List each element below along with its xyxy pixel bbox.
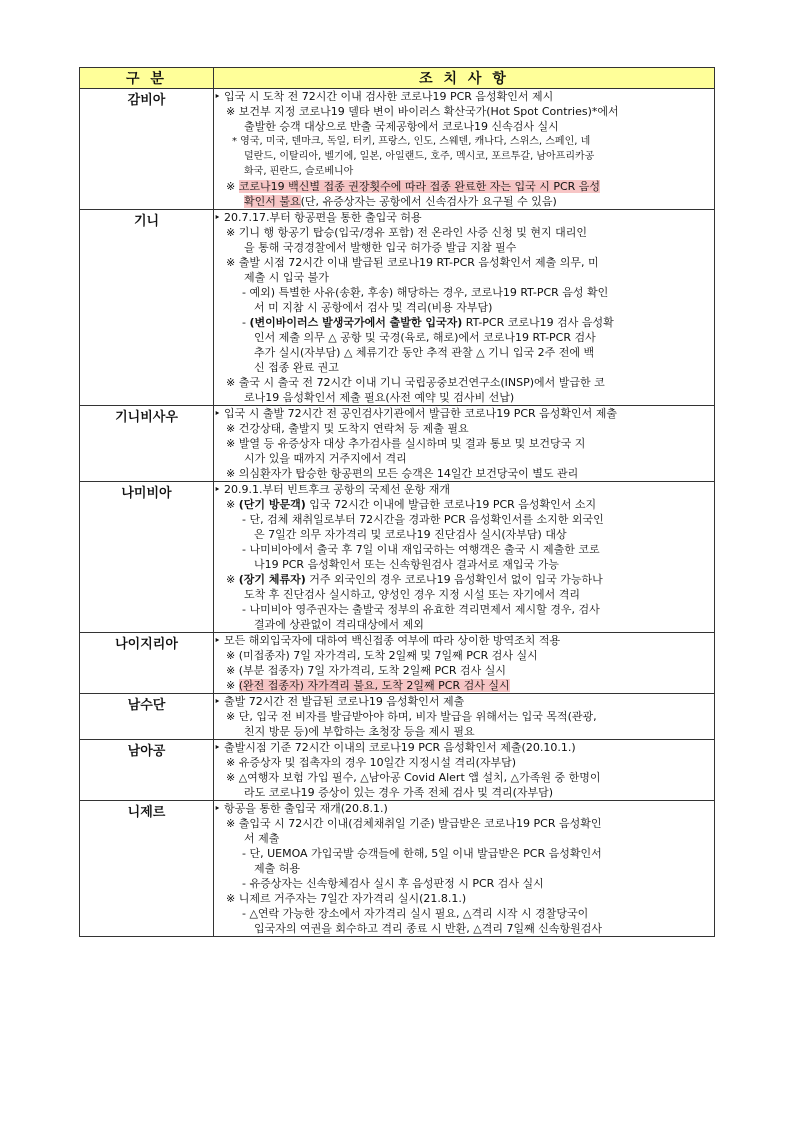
country-cell: 남수단 bbox=[80, 694, 214, 740]
measure-line: 로나19 음성확인서 제출 필요(사전 예약 및 검사비 선납) bbox=[244, 391, 515, 404]
measure-line: ※ 출발 시점 72시간 이내 발급된 코로나19 RT-PCR 음성확인서 제출 의무, 미 bbox=[226, 256, 599, 269]
measure-line: 인서 제출 의무 △ 공항 및 국경(육로, 해로)에서 코로나19 RT-PCR 검사 bbox=[254, 331, 596, 344]
measures-cell bbox=[214, 406, 715, 482]
country-cell: 기니 bbox=[80, 210, 214, 406]
measure-prefix: ※ bbox=[226, 498, 239, 511]
measure-line: ‣ 20.7.17.부터 항공편을 통한 출입국 허용 bbox=[214, 211, 422, 224]
country-cell: 기니비사우 bbox=[80, 406, 214, 482]
measure-line: 은 7일간 의무 자가격리 및 코로나19 진단검사 실시(자부담) 대상 bbox=[254, 528, 567, 541]
country-cell: 감비아 bbox=[80, 89, 214, 210]
country-cell: 나미비아 bbox=[80, 482, 214, 633]
measure-line: - 유증상자는 신속항체검사 실시 후 음성판정 시 PCR 검사 실시 bbox=[242, 877, 544, 890]
measure-rest: 거주 외국인의 경우 코로나19 음성확인서 없이 입국 가능하나 bbox=[305, 573, 603, 586]
measure-line: ‣ 출발 72시간 전 발급된 코로나19 음성확인서 제출 bbox=[214, 695, 465, 708]
measure-line: ※ (미접종자) 7일 자가격리, 도착 2일째 및 7일째 PCR 검사 실시 bbox=[226, 649, 538, 662]
measures-cell bbox=[214, 482, 715, 633]
bold-text: (변이바이러스 발생국가에서 출발한 입국자) bbox=[249, 316, 463, 329]
measure-line: ‣ 20.9.1.부터 빈트후크 공항의 국제선 운항 재개 bbox=[214, 483, 450, 496]
measure-line: 신 접종 완료 권고 bbox=[254, 361, 339, 374]
bold-text: (단기 방문객) bbox=[238, 498, 306, 511]
measure-line bbox=[214, 572, 714, 587]
measure-line: ‣ 입국 시 출발 72시간 전 공인검사기관에서 발급한 코로나19 PCR 음성확인서 제출 bbox=[214, 407, 618, 420]
measure-prefix: ※ bbox=[226, 180, 239, 193]
measure-line bbox=[214, 678, 714, 693]
header-measures: 조 치 사 항 bbox=[214, 68, 715, 89]
measure-prefix: ※ bbox=[226, 573, 239, 586]
measure-line: - 나미비아에서 출국 후 7일 이내 재입국하는 여행객은 출국 시 제출한 코로 bbox=[242, 543, 600, 556]
measure-line: 제출 시 입국 불가 bbox=[244, 271, 329, 284]
measure-line: ※ 출입국 시 72시간 이내(검체채취일 기준) 발급받은 코로나19 PCR 음성확인 bbox=[226, 817, 602, 830]
measures-cell bbox=[214, 740, 715, 801]
measure-line: 친지 방문 등)에 부합하는 초청장 등을 제시 필요 bbox=[244, 725, 475, 738]
table-row-south-sudan bbox=[80, 694, 715, 740]
table-header-row bbox=[80, 68, 715, 89]
measure-line: ‣ 모든 해외입국자에 대하여 백신접종 여부에 따라 상이한 방역조치 적용 bbox=[214, 634, 561, 647]
measure-line: 화국, 핀란드, 슬로베니아 bbox=[244, 166, 354, 177]
table-row-guinea bbox=[80, 210, 715, 406]
highlight-text: 확인서 불요 bbox=[244, 195, 301, 208]
measure-line: ※ △여행자 보험 가입 필수, △남아공 Covid Alert 앱 설치, △가족원 중 한명이 bbox=[226, 771, 601, 784]
measure-line: 결과에 상관없이 격리대상에서 제외 bbox=[254, 618, 424, 631]
measure-line: 서 제출 bbox=[244, 832, 280, 845]
measure-line: ※ 발열 등 유증상자 대상 추가검사를 실시하며 및 결과 통보 및 보건당국 지 bbox=[226, 437, 586, 450]
measures-table bbox=[79, 67, 715, 937]
measure-line bbox=[214, 179, 714, 194]
measure-line: - 단, 검체 채취일로부터 72시간을 경과한 PCR 음성확인서를 소지한 외국인 bbox=[242, 513, 604, 526]
measure-line: ※ 보건부 지정 코로나19 델타 변이 바이러스 확산국가(Hot Spot Contries)*에서 bbox=[226, 105, 619, 118]
measure-line: - 나미비아 영주권자는 출발국 정부의 유효한 격리면제서 제시할 경우, 검사 bbox=[242, 603, 600, 616]
measure-line: 도착 후 진단검사 실시하고, 양성인 경우 지정 시설 또는 자기에서 격리 bbox=[244, 588, 580, 601]
measure-line: ‣ 항공을 통한 출입국 재개(20.8.1.) bbox=[214, 802, 388, 815]
country-cell: 나이지리아 bbox=[80, 633, 214, 694]
measure-line: 나19 PCR 음성확인서 또는 신속항원검사 결과서로 재입국 가능 bbox=[254, 558, 559, 571]
measure-prefix: - bbox=[242, 316, 250, 329]
measure-line bbox=[214, 315, 714, 330]
measure-line: - △연락 가능한 장소에서 자가격리 실시 필요, △격리 시작 시 경찰당국이 bbox=[242, 907, 589, 920]
measures-cell bbox=[214, 801, 715, 937]
measure-rest: (단, 유증상자는 공항에서 신속검사가 요구될 수 있음) bbox=[300, 195, 557, 208]
measure-line: ※ 출국 시 출국 전 72시간 이내 기니 국립공중보건연구소(INSP)에서 발급한 코 bbox=[226, 376, 605, 389]
measure-line: ※ 의심환자가 탑승한 항공편의 모든 승객은 14일간 보건당국이 별도 관리 bbox=[226, 467, 579, 480]
header-category: 구 분 bbox=[80, 68, 214, 89]
measure-line: ※ 건강상태, 출발지 및 도착지 연락처 등 제출 필요 bbox=[226, 422, 469, 435]
measure-line bbox=[214, 497, 714, 512]
measure-line: 덜란드, 이탈리아, 벨기에, 일본, 아일랜드, 호주, 멕시코, 포르투갈, 남아프리카공 bbox=[244, 151, 595, 162]
measures-cell bbox=[214, 633, 715, 694]
table-row-gambia bbox=[80, 89, 715, 210]
measure-line: ※ 기니 행 항공기 탑승(입국/경유 포함) 전 온라인 사증 신청 및 현지 대리인 bbox=[226, 226, 587, 239]
measures-cell bbox=[214, 694, 715, 740]
measure-line bbox=[214, 194, 714, 209]
measure-line: 제출 허용 bbox=[254, 862, 301, 875]
measure-line: - 단, UEMOA 가입국발 승객들에 한해, 5일 이내 발급받은 PCR 음성확인서 bbox=[242, 847, 602, 860]
table-row-niger bbox=[80, 801, 715, 937]
measures-cell bbox=[214, 89, 715, 210]
measure-line: ‣ 입국 시 도착 전 72시간 이내 검사한 코로나19 PCR 음성확인서 제시 bbox=[214, 90, 554, 103]
country-cell: 니제르 bbox=[80, 801, 214, 937]
highlight-text: (완전 접종자) 자가격리 불요, 도착 2일째 PCR 검사 실시 bbox=[238, 679, 510, 692]
measure-rest: RT-PCR 코로나19 검사 음성확 bbox=[462, 316, 614, 329]
measure-line: 을 통해 국경경찰에서 발행한 입국 허가증 발급 지참 필수 bbox=[244, 241, 517, 254]
measure-line: ‣ 출발시점 기준 72시간 이내의 코로나19 PCR 음성확인서 제출(20.10.1.) bbox=[214, 741, 576, 754]
measures-cell bbox=[214, 210, 715, 406]
measure-line: * 영국, 미국, 덴마크, 독일, 터키, 프랑스, 인도, 스웨덴, 캐나다, 스위스, 스페인, 네 bbox=[232, 136, 591, 147]
measure-prefix: ※ bbox=[226, 679, 239, 692]
measure-line: ※ 니제르 거주자는 7일간 자가격리 실시(21.8.1.) bbox=[226, 892, 467, 905]
table-row-south-africa bbox=[80, 740, 715, 801]
table-row-namibia bbox=[80, 482, 715, 633]
measure-line: 시가 있을 때까지 거주지에서 격리 bbox=[244, 452, 407, 465]
measure-line: ※ 유증상자 및 접촉자의 경우 10일간 지정시설 격리(자부담) bbox=[226, 756, 517, 769]
measure-line: 출발한 승객 대상으로 반출 국제공항에서 코로나19 신속검사 실시 bbox=[244, 120, 559, 133]
measure-line: 입국자의 여권을 회수하고 격리 종료 시 반환, △격리 7일째 신속항원검사 bbox=[254, 922, 602, 935]
country-cell: 남아공 bbox=[80, 740, 214, 801]
measure-rest: 입국 72시간 이내에 발급한 코로나19 PCR 음성확인서 소지 bbox=[305, 498, 597, 511]
measure-line: 서 미 지참 시 공항에서 검사 및 격리(비용 자부담) bbox=[254, 301, 493, 314]
bold-text: (장기 체류자) bbox=[238, 573, 306, 586]
table-row-nigeria bbox=[80, 633, 715, 694]
measure-line: ※ (부분 접종자) 7일 자가격리, 도착 2일째 PCR 검사 실시 bbox=[226, 664, 506, 677]
measure-line: ※ 단, 입국 전 비자를 발급받아야 하며, 비자 발급을 위해서는 입국 목적(관광, bbox=[226, 710, 597, 723]
measure-line: - 예외) 특별한 사유(송환, 후송) 해당하는 경우, 코로나19 RT-PCR 음성 확인 bbox=[242, 286, 609, 299]
measure-line: 라도 코로나19 증상이 있는 경우 가족 전체 검사 및 격리(자부담) bbox=[244, 786, 554, 799]
table-row-guinea-bissau bbox=[80, 406, 715, 482]
highlight-text: 코로나19 백신별 접종 권장횟수에 따라 접종 완료한 자는 입국 시 PCR 음성 bbox=[238, 180, 601, 193]
measure-line: 추가 실시(자부담) △ 체류기간 동안 추적 관찰 △ 기니 입국 2주 전에 백 bbox=[254, 346, 595, 359]
